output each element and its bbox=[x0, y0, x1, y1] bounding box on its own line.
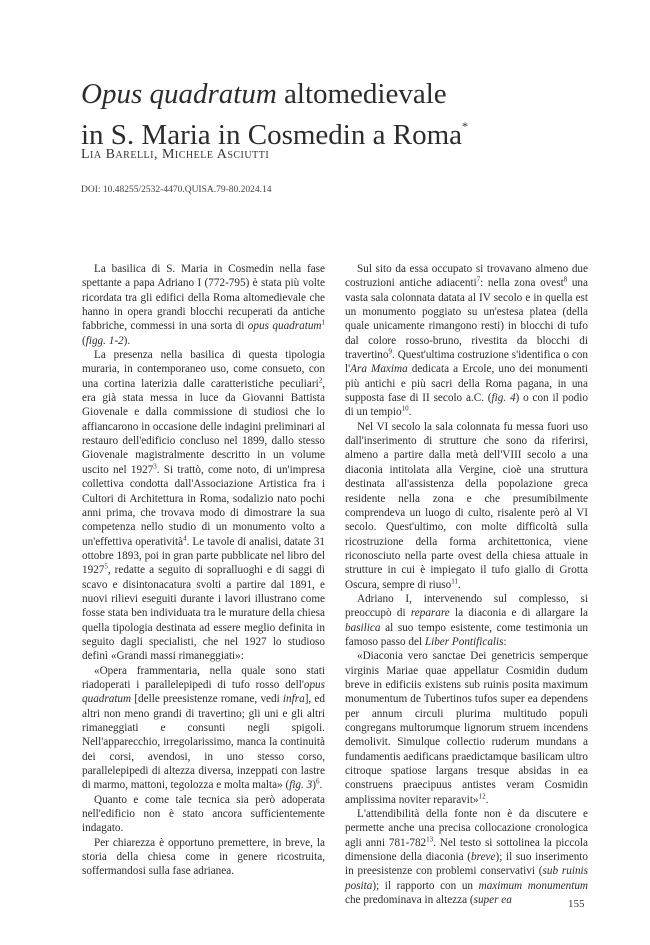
latin-quotation: «Diaconia vero sanctae Dei genetricis semperque virginis Mariae quae appellatur Cosmidin dudum breve in edificiis existens sub ruinis posita maximum monumentum de Tubertinos tufos super ea dependens per annum circuli plurima multitudo populi congregans multorumque lignorum struem incendens demolivit. Simulque collectio ruderum mundans a fundamentis aedificans praedictamque basilicam ultro citroque spatiose largans tresque absidas in ea construens praecipuus antistes veram Cosmidin amplissima noviter reparavit»$^{12}$. bbox=[345, 650, 588, 806]
paragraph: La basilica di S. Maria in Cosmedin nella fase spettante a papa Adriano I (772-795) è stata più volte ricordata tra gli edifici della Roma altomedievale che hanno in opera grandi blocchi recuperati da antiche fabbriche, commessi in una sorta di opus quadratum$^1$ (figg. 1-2). bbox=[82, 263, 325, 347]
paragraph: Adriano I, intervenendo sul complesso, si preoccupò di reparare la diaconia e di allargare la basilica al suo tempo esistente, come testimonia un famoso passo del Liber Pontificalis: bbox=[345, 592, 588, 648]
quotation: «Opera frammentaria, nella quale sono stati riadoperati i parallelepipedi di tufo rosso dell'opus quadratum [delle preesistenze romane, vedi infra], ed altri non meno grandi di travertino; gli uni e gli altri rimaneggiati e consunti negli spigoli. Nell'apparecchio, irregolarissimo, manca la continuità dei corsi, avendosi, in uno stesso corso, parallelepipedi di altezza diversa, inzeppati con lastre di marmo, mattoni, tegolozza e molta malta» (fig. 3)$^6$. bbox=[82, 664, 325, 792]
title-rest: altomedievale bbox=[276, 78, 447, 110]
page-number: 155 bbox=[568, 898, 585, 910]
title-italic: Opus quadratum bbox=[81, 78, 277, 110]
left-column bbox=[82, 262, 325, 879]
doi: DOI: 10.48255/2532-4470.QUISA.79-80.2024.14 bbox=[81, 185, 272, 195]
authors: Lia Barelli, Michele Asciutti bbox=[81, 147, 270, 162]
title-footnote-mark: * bbox=[462, 119, 468, 133]
paragraph: Quanto e come tale tecnica sia però adoperata nell'edificio non è stato ancora sufficientemente indagato. bbox=[82, 793, 325, 835]
right-column bbox=[345, 262, 588, 907]
paragraph: Nel VI secolo la sala colonnata fu messa fuori uso dall'inserimento di strutture che sono da riferirsi, almeno a partire dalla metà dell'VIII secolo a una diaconia intitolata alla Vergine, cioè una struttura destinata all'assistenza della popolazione greca residente nella zona e che presumibilmente comprendeva un luogo di culto, risalente però al VI secolo. Quest'ultimo, con molte difficoltà sulla ricostruzione della forma architettonica, viene riconosciuto nella parte ovest della chiesa attuale in strutture in cui è impiegato il tufo giallo di Grotta Oscura, sempre di riuso$^{11}$. bbox=[345, 420, 588, 591]
paragraph: La presenza nella basilica di questa tipologia muraria, in contemporaneo uso, come consueto, con una cortina laterizia dalle caratteristiche peculiari$^2$, era già stata messa in luce da Giovanni Battista Giovenale e dalla commissione di studiosi che lo affiancarono in occasione delle indagini preliminari al restauro dell'edificio concluso nel 1899, dallo stesso Giovenale magistralmente descritto in un volume uscito nel 1927$^3$. Si trattò, come noto, di un'impresa collettiva condotta dall'Associazione Artistica fra i Cultori di Architettura in Roma, sodalizio nato pochi anni prima, che trovava modo di dimostrare la sua competenza nello studio di un monumento volto a un'effettiva operatività$^4$. Le tavole di analisi, datate 31 ottobre 1893, poi in gran parte pubblicate nel libro del 1927$^5$, redatte a seguito di sopralluoghi e di saggi di scavo e disintonacatura svolti a partire dal 1891, e nuovi rilievi eseguiti durante i lavori illustrano come fosse stata ben individuata tra le murature della chiesa quella tipologia destinata ad essere meglio definita in seguito dagli specialisti, che nel 1927 lo studioso definì «Grandi massi rimaneggiati»: bbox=[82, 349, 326, 663]
paragraph: Sul sito da essa occupato si trovavano almeno due costruzioni antiche adiacenti$^7$: nella zona ovest$^8$ una vasta sala colonnata datata al IV secolo e in quella est un monumento poggiato su un'estesa platea (della quale unicamente rimangono resti) in blocchi di tufo dal colore rosso-bruno, rivestita da blocchi di travertino$^9$. Quest'ultima costruzione s'identifica o con l'Ara Maxima dedicata a Ercole, uno dei monumenti più antichi e più sacri della Roma pagana, in una supposta fase di II secolo a.C. (fig. 4) o con il podio di un tempio$^{10}$. bbox=[345, 263, 588, 419]
article-title bbox=[81, 78, 581, 151]
title-line2: in S. Maria in Cosmedin a Roma bbox=[81, 119, 462, 151]
paragraph: L'attendibilità della fonte non è da discutere e permette anche una precisa collocazione cronologica agli anni $781-782^{13}$. Nel testo si sottolinea la piccola dimensione della diaconia (breve); il suo inserimento in preesistenze con problemi conservativi (sub ruinis posita); il rapporto con un maximum monumentum che predominava in altezza (super ea bbox=[345, 808, 589, 907]
paragraph: Per chiarezza è opportuno premettere, in breve, la storia della chiesa come in genere ricostruita, soffermandosi sulla fase adrianea. bbox=[82, 836, 325, 878]
